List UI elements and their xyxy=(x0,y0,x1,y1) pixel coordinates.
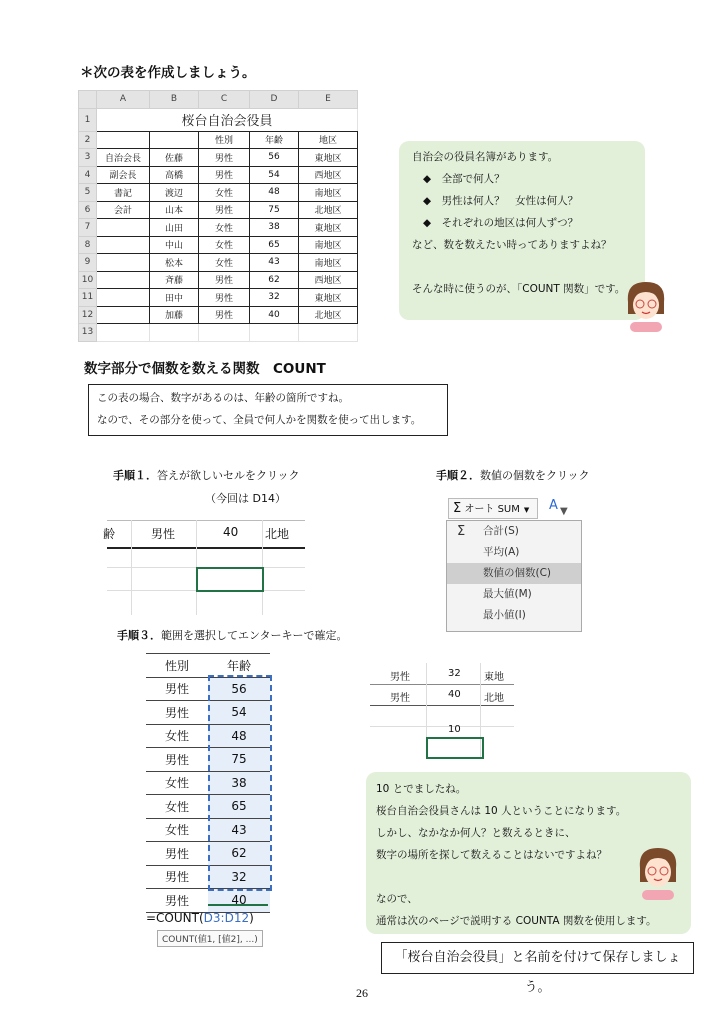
table-cell: 自治会長 xyxy=(97,149,150,167)
table-cell: 副会長 xyxy=(97,166,150,184)
sheet-title: 桜台自治会役員 xyxy=(97,108,358,131)
sigma-icon: Σ xyxy=(453,501,462,516)
table-cell: 中山 xyxy=(150,236,199,254)
table-cell: 女性 xyxy=(146,771,208,795)
table-cell: 北地区 xyxy=(299,306,358,324)
table-cell: 男性 xyxy=(199,306,250,324)
table-cell: 32 xyxy=(250,289,299,307)
table-cell: 東地区 xyxy=(299,219,358,237)
row-number: 6 xyxy=(79,201,97,219)
cell-text: 北地 xyxy=(484,693,504,704)
cell-text: 齢 xyxy=(103,527,116,541)
table-cell: 48 xyxy=(208,724,270,748)
bubble-line: 自治会の役員名簿があります。 xyxy=(412,151,559,163)
table-cell: 男性 xyxy=(146,748,208,772)
chevron-down-icon: ▼ xyxy=(523,506,530,514)
table-cell xyxy=(150,131,199,149)
cell-text: 40 xyxy=(448,689,461,700)
step-1-heading: 手順１．答えが欲しいセルをクリック xyxy=(113,469,300,482)
table-cell: 南地区 xyxy=(299,254,358,272)
table-cell: 75 xyxy=(208,748,270,772)
table-cell: 54 xyxy=(250,166,299,184)
cell-text: 40 xyxy=(223,525,239,539)
table-cell: 女性 xyxy=(146,724,208,748)
column-header: 年齢 xyxy=(208,654,270,678)
selected-cell-d14[interactable] xyxy=(196,567,264,592)
cell-text: 32 xyxy=(448,668,461,679)
bullet-item: ◆ それぞれの地区は何人ずつ？ xyxy=(423,217,579,229)
cell-text: 北地 xyxy=(265,527,290,541)
result-sheet xyxy=(370,663,514,758)
table-cell: 65 xyxy=(250,236,299,254)
autosum-menu-screenshot xyxy=(446,496,582,622)
table-cell: 43 xyxy=(208,818,270,842)
table-cell: 32 xyxy=(208,865,270,889)
row-number: 2 xyxy=(79,131,97,149)
table-cell: 南地区 xyxy=(299,236,358,254)
row-number: 12 xyxy=(79,306,97,324)
table-cell: 渡辺 xyxy=(150,184,199,202)
bubble-line: 桜台自治会役員さんは 10 人ということになります。 xyxy=(376,805,627,817)
speech-bubble xyxy=(399,141,645,320)
table-cell: 男性 xyxy=(199,271,250,289)
table-cell: 西地区 xyxy=(299,271,358,289)
table-cell xyxy=(97,289,150,307)
row-number: 3 xyxy=(79,149,97,167)
table-cell: 40 xyxy=(208,889,270,913)
bullet-item: ◆ 男性は何人？ 女性は何人？ xyxy=(423,195,579,207)
section-heading: 数字部分で個数を数える関数 COUNT xyxy=(84,361,326,377)
menu-item-count[interactable]: 数値の個数(C) xyxy=(447,563,581,584)
cell-text: 東地 xyxy=(484,672,504,683)
save-note-box: 「桜台自治会役員」と名前を付けて保存しましょう。 xyxy=(381,942,694,974)
bubble-line: なので、 xyxy=(376,893,418,905)
row-number: 9 xyxy=(79,254,97,272)
table-cell: 年齢 xyxy=(250,131,299,149)
table-cell: 北地区 xyxy=(299,201,358,219)
bubble-line: しかし、なかなか何人？と数えるときに、 xyxy=(376,827,576,839)
table-cell: 男性 xyxy=(146,677,208,701)
table-cell: 40 xyxy=(250,306,299,324)
bubble-line: 通常は次のページで説明する COUNTA 関数を使用します。 xyxy=(376,915,657,927)
table-cell: 男性 xyxy=(146,889,208,913)
row-number: 4 xyxy=(79,166,97,184)
font-color-icon: A xyxy=(549,498,558,513)
row-number: 10 xyxy=(79,271,97,289)
table-cell: 男性 xyxy=(146,842,208,866)
sigma-icon: Σ xyxy=(457,524,466,539)
row-number: 13 xyxy=(79,324,97,342)
table-cell: 田中 xyxy=(150,289,199,307)
explanation-line: この表の場合、数字があるのは、年齢の箇所ですね。 xyxy=(97,392,349,404)
explanation-line: なので、その部分を使って、全員で何人かを関数を使って出します。 xyxy=(97,414,422,426)
cell-text: 男性 xyxy=(390,693,410,704)
table-cell: 書記 xyxy=(97,184,150,202)
col-header: E xyxy=(299,91,358,109)
table-cell: 東地区 xyxy=(299,289,358,307)
step-2-heading: 手順２．数値の個数をクリック xyxy=(436,469,590,482)
table-cell: 高橋 xyxy=(150,166,199,184)
active-cell[interactable] xyxy=(208,904,268,907)
table-cell xyxy=(97,271,150,289)
bubble-line: など、数を数えたい時ってありますよね？ xyxy=(412,239,612,251)
bubble-line: そんな時に使うのが、「COUNT 関数」です。 xyxy=(412,283,626,295)
function-tooltip: COUNT(値1, [値2], ...) xyxy=(157,930,263,947)
active-cell[interactable] xyxy=(426,737,484,759)
sheet-corner xyxy=(79,91,97,109)
table-cell: 山本 xyxy=(150,201,199,219)
table-cell: 斉藤 xyxy=(150,271,199,289)
table-cell: 松本 xyxy=(150,254,199,272)
bubble-line xyxy=(376,866,657,888)
section-heading: ＊次の表を作成しましょう。 xyxy=(80,65,256,81)
table-cell: 56 xyxy=(250,149,299,167)
row-number: 7 xyxy=(79,219,97,237)
roster-spreadsheet xyxy=(78,90,358,342)
table-cell: 男性 xyxy=(199,149,250,167)
autosum-dropdown xyxy=(446,520,582,632)
table-cell xyxy=(97,306,150,324)
table-cell: 加藤 xyxy=(150,306,199,324)
autosum-button[interactable]: Σ オート SUM ▼ xyxy=(448,498,538,519)
table-cell: 62 xyxy=(250,271,299,289)
table-cell: 男性 xyxy=(199,289,250,307)
table-cell: 女性 xyxy=(146,795,208,819)
step-3-heading: 手順３．範囲を選択してエンターキーで確定。 xyxy=(117,629,348,642)
cell-text: 男性 xyxy=(390,672,410,683)
bubble-line: 10 とでましたね。 xyxy=(376,783,467,795)
teacher-illustration xyxy=(634,846,682,900)
result-value: 10 xyxy=(448,724,461,735)
table-cell: 性別 xyxy=(199,131,250,149)
table-cell: 南地区 xyxy=(299,184,358,202)
table-cell: 佐藤 xyxy=(150,149,199,167)
row-number: 5 xyxy=(79,184,97,202)
bubble-line: 数字の場所を探して数えることはないですよね？ xyxy=(376,849,607,861)
table-cell: 75 xyxy=(250,201,299,219)
table-cell: 女性 xyxy=(199,236,250,254)
table-cell: 女性 xyxy=(199,219,250,237)
table-cell: 62 xyxy=(208,842,270,866)
row-number: 1 xyxy=(79,108,97,131)
cell-text: 男性 xyxy=(151,527,176,541)
explanation-box xyxy=(88,384,448,436)
table-cell: 男性 xyxy=(146,701,208,725)
table-cell: 48 xyxy=(250,184,299,202)
filter-icon: ▼ xyxy=(560,506,568,517)
table-cell: 38 xyxy=(208,771,270,795)
teacher-illustration xyxy=(622,280,670,330)
table-cell: 男性 xyxy=(146,865,208,889)
table-cell: 西地区 xyxy=(299,166,358,184)
table-cell: 男性 xyxy=(199,166,250,184)
table-cell: 会計 xyxy=(97,201,150,219)
table-cell: 43 xyxy=(250,254,299,272)
menu-item-max[interactable]: 最大値(M) xyxy=(483,588,532,600)
row-number: 11 xyxy=(79,289,97,307)
table-cell xyxy=(97,254,150,272)
table-cell xyxy=(97,219,150,237)
row-number: 8 xyxy=(79,236,97,254)
menu-item-sum[interactable]: Σ 合計(S) xyxy=(447,521,581,542)
step-3-sheet xyxy=(130,653,290,953)
table-cell: 65 xyxy=(208,795,270,819)
table-cell: 女性 xyxy=(199,184,250,202)
table-cell: 38 xyxy=(250,219,299,237)
table-cell xyxy=(97,236,150,254)
col-header: A xyxy=(97,91,150,109)
step-1-sheet xyxy=(103,520,305,615)
menu-item-average[interactable]: 平均(A) xyxy=(483,546,520,558)
table-cell xyxy=(97,131,150,149)
table-cell: 56 xyxy=(208,677,270,701)
formula-text: =COUNT(D3:D12) xyxy=(146,911,254,925)
col-header: B xyxy=(150,91,199,109)
column-header: 性別 xyxy=(146,654,208,678)
col-header: D xyxy=(250,91,299,109)
table-cell: 東地区 xyxy=(299,149,358,167)
bullet-item: ◆ 全部で何人？ xyxy=(423,173,505,185)
table-cell: 女性 xyxy=(199,254,250,272)
table-cell: 山田 xyxy=(150,219,199,237)
step-1-note: （今回は D14） xyxy=(205,492,286,505)
table-cell: 54 xyxy=(208,701,270,725)
col-header: C xyxy=(199,91,250,109)
menu-item-min[interactable]: 最小値(I) xyxy=(483,609,526,621)
table-cell: 地区 xyxy=(299,131,358,149)
selection-range[interactable] xyxy=(208,675,272,891)
table-cell: 男性 xyxy=(199,201,250,219)
page-number: 26 xyxy=(356,986,368,1000)
table-cell: 女性 xyxy=(146,818,208,842)
